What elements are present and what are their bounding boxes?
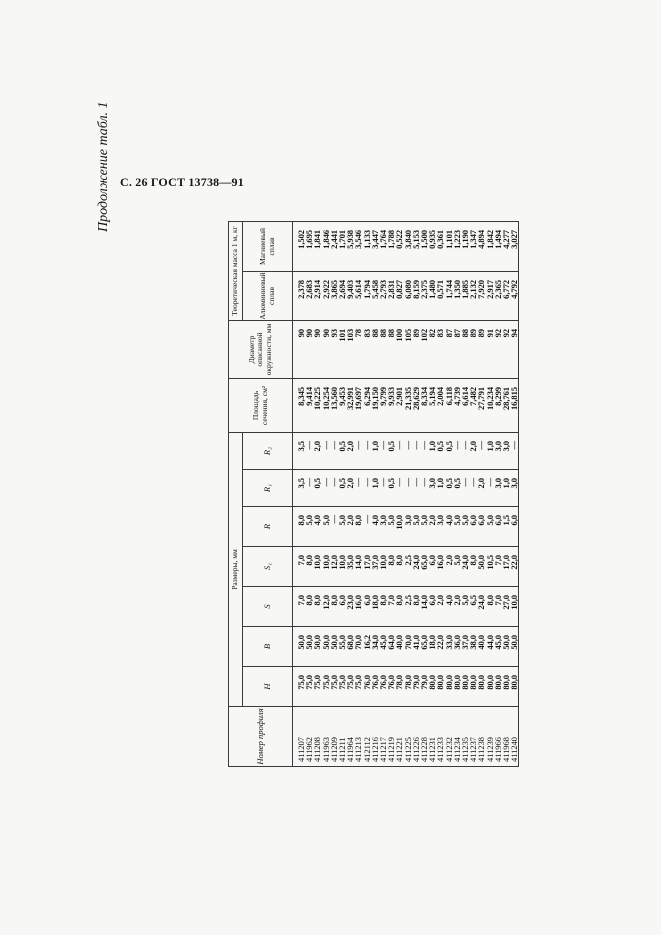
column-magnesium: 1,502 1,695 1,841 1,846 2,441 1,701 5,938 3,546 1,133 3,447 1,764 1,788 0,522 3,840 5,153 1,500 0,935 0,361 1,101 1,223 1,190 1,347 4,894 1,842 1,494 4,277 3,027 [293, 221, 519, 271]
column-number: 411207 411962 411208 411963 411209 411211 411964 411213 412112 411216 411217 411219 411221 411225 411226 411228 411231 411233 411232 411234 411235 411237 411238 411239 411966 411968 411240 [293, 707, 519, 767]
continuation-label: Продолжение табл. 1 [96, 101, 111, 232]
header-diameter: Диаметр описанной окружности, мм [229, 320, 293, 378]
page-header: С. 26 ГОСТ 13738—91 [120, 175, 244, 189]
column-aluminum: 2,378 2,683 2,914 2,922 3,865 2,694 9,403 5,614 1,794 5,458 2,793 2,831 0,827 6,080 8,159 2,375 1,480 0,571 1,744 1,350 1,885 2,132 7,920 2,917 2,365 6,772 4,792 [293, 271, 519, 320]
header-area: Площадь сечения, см² [229, 378, 293, 432]
rotated-table-wrapper [228, 222, 520, 767]
column-area: 8,345 9,414 10,225 10,254 13,560 9,453 32,991 19,697 6,294 19,150 9,799 9,933 2,901 21,335 28,629 8,334 5,194 2,004 6,118 4,739 6,614 7,482 27,791 10,234 8,299 28,761 16,815 [293, 378, 519, 432]
header-R: R [243, 507, 293, 547]
header-number: Номер профиля [229, 707, 293, 767]
header-B: B [243, 627, 293, 667]
header-aluminum: Алюминиевый сплав [243, 271, 293, 320]
column-S: 7,0 8,0 8,0 12,0 8,0 6,0 23,0 16,0 6,0 18,0 8,0 7,0 8,0 2,5 8,0 14,0 6,0 2,0 4,0 2,0 5,0 6,5 24,0 8,0 7,0 27,0 10,0 [293, 587, 519, 627]
header-R1: R₁ [243, 470, 293, 507]
header-H: H [243, 667, 293, 707]
profiles-table [228, 221, 519, 767]
column-S1: 7,0 8,0 10,0 10,0 12,0 10,0 35,0 14,0 17,0 37,0 10,0 8,0 8,0 2,5 24,0 65,0 6,0 16,0 2,0 5,0 24,0 8,0 50,0 10,5 7,0 17,0 22,0 [293, 547, 519, 587]
column-R2: 3,5 — 2,0 — — 0,5 2,0 — — 1,0 — 0,5 — — — — 1,0 0,5 0,5 — — 2,0 — 1,0 3,0 3,0 — [293, 432, 519, 469]
header-S1: S₁ [243, 547, 293, 587]
column-R1: 3,5 — 0,5 — — 0,5 2,0 — — 1,0 — 0,5 — — — — 3,0 1,0 0,5 0,5 — — 2,0 — 3,0 1,0 3,0 [293, 470, 519, 507]
column-diameter: 90 90 90 90 93 101 103 78 83 88 88 88 100 105 89 102 82 83 87 87 88 89 89 91 92 92 94 [293, 320, 519, 378]
header-dimensions: Размеры, мм [229, 432, 243, 706]
header-magnesium: Магниевый сплав [243, 221, 293, 271]
header-R2: R₂ [243, 432, 293, 469]
column-B: 50,0 50,0 50,0 50,0 50,0 55,0 68,0 70,0 16,2 34,0 45,0 64,0 40,0 70,0 41,0 65,0 18,0 22,0 33,0 36,0 37,0 38,0 40,0 44,0 45,0 50,0 50,0 [293, 627, 519, 667]
header-S: S [243, 587, 293, 627]
header-mass: Теоретическая масса 1 м, кг [229, 221, 243, 320]
column-H: 75,0 75,0 75,0 75,0 75,0 75,0 75,0 75,0 76,0 76,0 76,0 76,0 78,0 78,0 79,0 79,0 80,0 80,0 80,0 80,0 80,0 80,0 80,0 80,0 80,0 80,0 80,0 [293, 667, 519, 707]
column-R: 8,0 5,0 4,0 5,0 — 5,0 2,0 8,0 — 4,0 3,0 5,0 10,0 3,0 5,0 5,0 2,0 3,0 4,0 5,0 5,0 6,0 6,0 5,0 6,0 1,5 6,0 [293, 507, 519, 547]
